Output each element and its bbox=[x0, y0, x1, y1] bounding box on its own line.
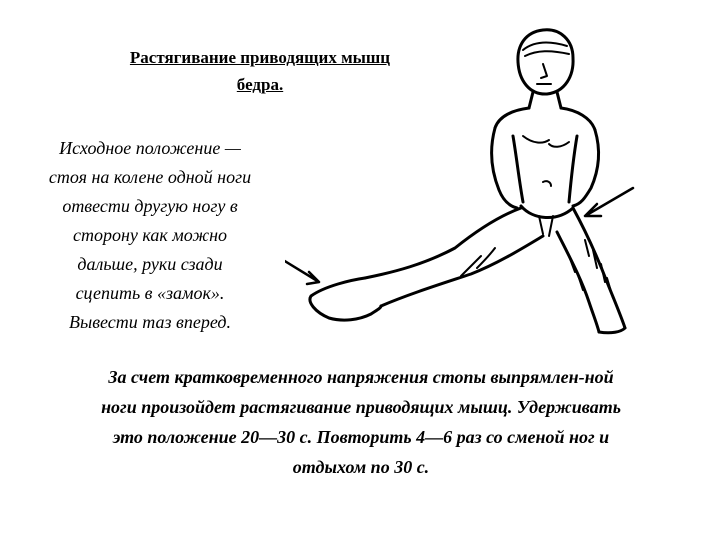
hair-lines bbox=[523, 43, 569, 56]
chest-lines bbox=[523, 136, 569, 147]
kneeling-thigh-outer bbox=[573, 208, 625, 328]
note-line: За счет кратковременного напряжения стопы выпрямлен-ной bbox=[108, 367, 614, 387]
instruction-line: сцепить в «замок». bbox=[75, 283, 225, 303]
extended-leg-upper bbox=[365, 208, 521, 278]
shoulder-left bbox=[495, 108, 529, 128]
torso-right bbox=[569, 136, 577, 202]
note-line: это положение 20—30 с. Повторить 4—6 раз со сменой ног и bbox=[112, 427, 610, 447]
instruction-line: Исходное положение — bbox=[59, 138, 241, 158]
instruction-line: отвести другую ногу в bbox=[62, 196, 238, 216]
navel bbox=[543, 181, 551, 186]
instruction-line: дальше, руки сзади bbox=[77, 254, 223, 274]
instruction-line: сторону как можно bbox=[72, 225, 227, 245]
foot-arrow bbox=[285, 260, 319, 284]
pelvis-arrow bbox=[585, 188, 633, 216]
shoulder-right bbox=[561, 108, 595, 130]
extended-leg-lower bbox=[381, 236, 543, 306]
torso-left bbox=[513, 136, 523, 202]
pelvis bbox=[521, 206, 573, 218]
exercise-note bbox=[5, 362, 717, 482]
instruction-line: Вывести таз вперед. bbox=[69, 312, 231, 332]
note-line: ноги произойдет растягивание приводящих мышц. Удерживать bbox=[101, 397, 621, 417]
title-line-1: Растягивание приводящих мышц bbox=[129, 48, 391, 67]
kneeling-shin bbox=[599, 328, 625, 333]
kneeling-stretch-figure-icon bbox=[285, 20, 635, 340]
foot bbox=[310, 278, 381, 320]
note-line: отдыхом по 30 с. bbox=[292, 457, 430, 477]
instruction-line: стоя на колене одной ноги bbox=[48, 167, 252, 187]
face-lines bbox=[537, 64, 551, 84]
instruction-text bbox=[0, 134, 300, 337]
title-line-2: бедра. bbox=[236, 75, 284, 94]
